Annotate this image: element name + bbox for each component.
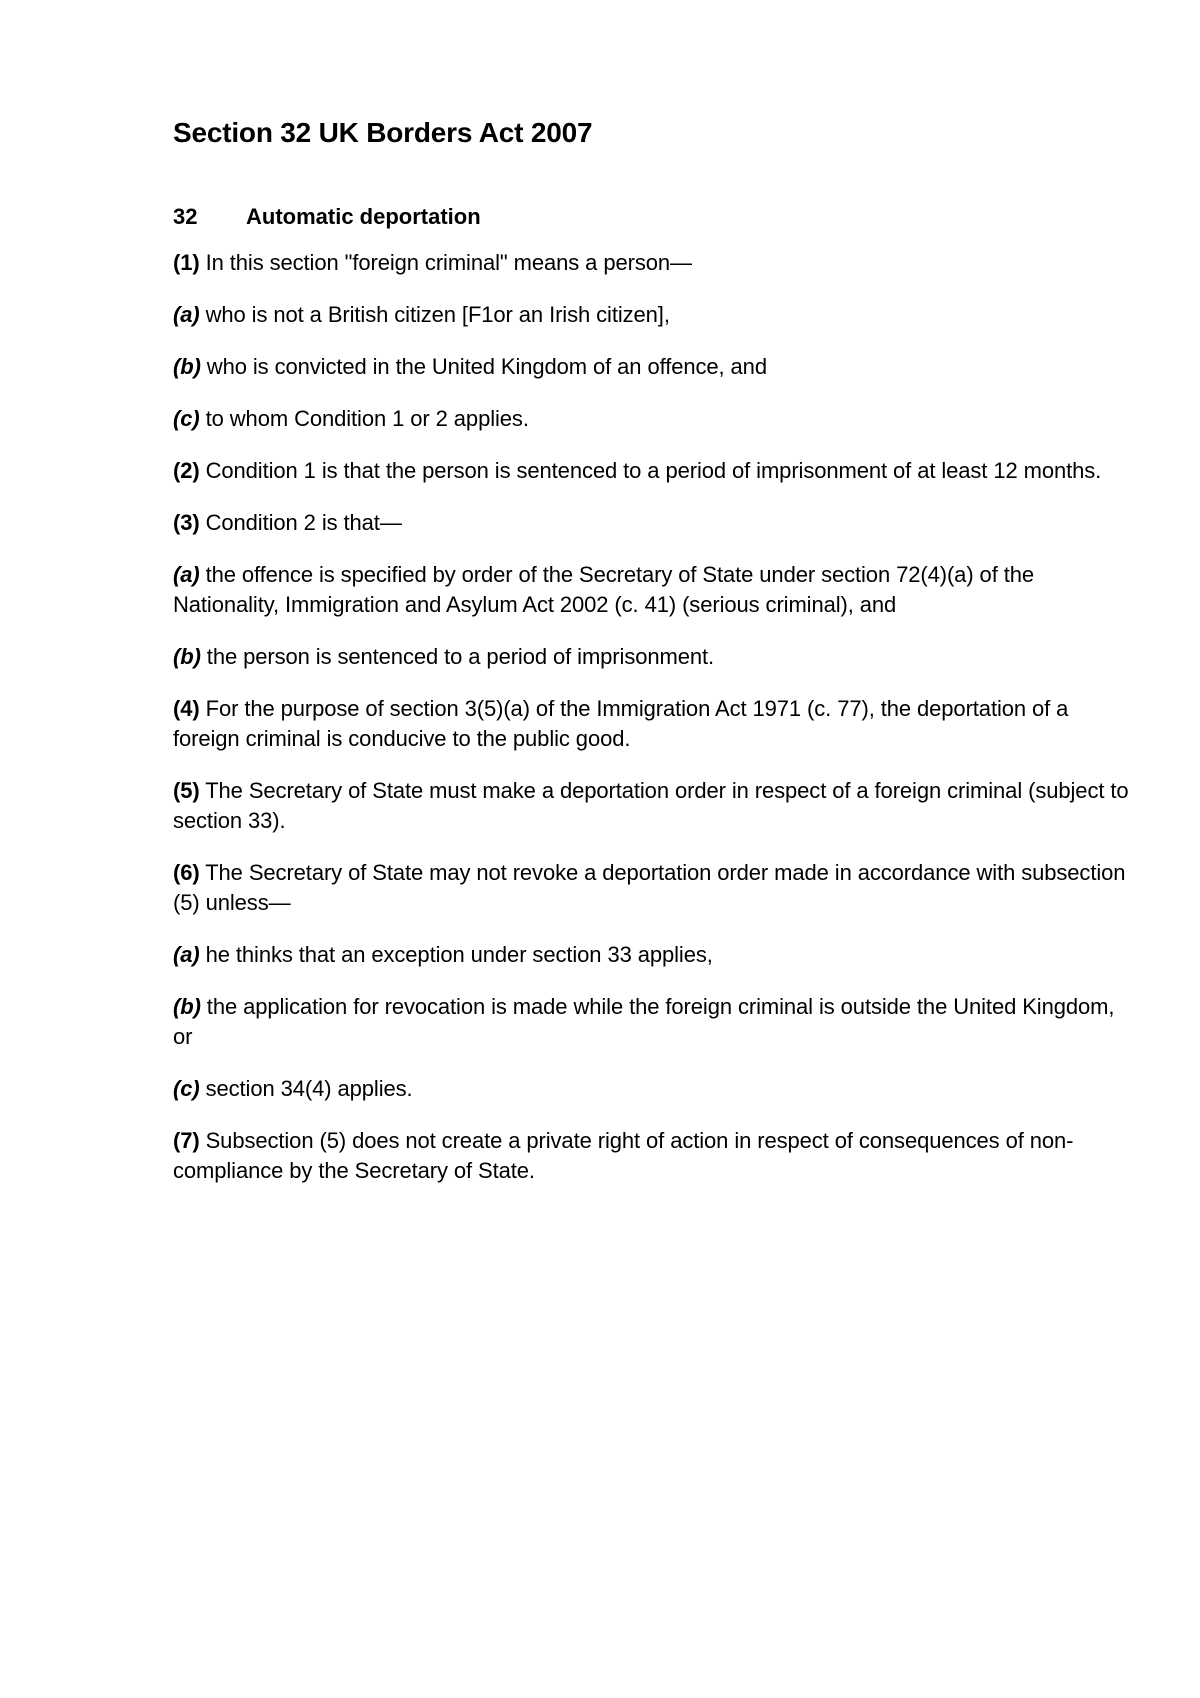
paragraph bbox=[173, 300, 1133, 330]
paragraph-text: The Secretary of State may not revoke a deportation order made in accordance with subsection (5) unless— bbox=[173, 860, 1126, 915]
paragraph bbox=[173, 992, 1133, 1052]
paragraph-label: (a) bbox=[173, 942, 200, 967]
paragraph bbox=[173, 456, 1133, 486]
paragraph-label: (c) bbox=[173, 406, 200, 431]
paragraph-label: (1) bbox=[173, 250, 200, 275]
paragraph-label: (3) bbox=[173, 510, 200, 535]
paragraph-text: who is convicted in the United Kingdom of an offence, and bbox=[200, 354, 767, 379]
paragraph-text: Condition 2 is that— bbox=[199, 510, 402, 535]
section-heading-text: Automatic deportation bbox=[246, 204, 481, 229]
paragraph bbox=[173, 858, 1133, 918]
paragraph bbox=[173, 560, 1133, 620]
paragraph bbox=[173, 248, 1133, 278]
paragraph-text: he thinks that an exception under section 33 applies, bbox=[199, 942, 713, 967]
paragraph-text: who is not a British citizen [F1or an Irish citizen], bbox=[199, 302, 670, 327]
paragraph-text: section 34(4) applies. bbox=[199, 1076, 413, 1101]
paragraph-label: (a) bbox=[173, 562, 200, 587]
section-heading bbox=[173, 202, 1133, 232]
paragraph bbox=[173, 352, 1133, 382]
paragraph-text: Condition 1 is that the person is sentenced to a period of imprisonment of at least 12 months. bbox=[199, 458, 1102, 483]
paragraph-text: In this section "foreign criminal" means a person— bbox=[199, 250, 692, 275]
paragraph-label: (7) bbox=[173, 1128, 200, 1153]
document-page bbox=[173, 112, 1133, 1208]
paragraph-label: (2) bbox=[173, 458, 200, 483]
paragraph-label: (a) bbox=[173, 302, 200, 327]
paragraph-text: the application for revocation is made while the foreign criminal is outside the United Kingdom, or bbox=[173, 994, 1115, 1049]
paragraph bbox=[173, 642, 1133, 672]
paragraph-label: (5) bbox=[173, 778, 200, 803]
paragraph bbox=[173, 508, 1133, 538]
paragraph-text: The Secretary of State must make a deportation order in respect of a foreign criminal (subject to section 33). bbox=[173, 778, 1129, 833]
paragraph-text: For the purpose of section 3(5)(a) of the Immigration Act 1971 (c. 77), the deportation of a foreign criminal is conducive to the public good. bbox=[173, 696, 1069, 751]
section-number: 32 bbox=[173, 204, 198, 229]
paragraph-label: (b) bbox=[173, 644, 201, 669]
paragraph-label: (4) bbox=[173, 696, 200, 721]
paragraph-text: to whom Condition 1 or 2 applies. bbox=[199, 406, 529, 431]
paragraph-text: Subsection (5) does not create a private right of action in respect of consequences of non-compliance by the Secretary of State. bbox=[173, 1128, 1074, 1183]
paragraph bbox=[173, 404, 1133, 434]
document-title: Section 32 UK Borders Act 2007 bbox=[173, 117, 593, 148]
paragraph-list bbox=[173, 248, 1133, 1186]
paragraph-text: the person is sentenced to a period of imprisonment. bbox=[200, 644, 715, 669]
paragraph-label: (c) bbox=[173, 1076, 200, 1101]
paragraph-label: (6) bbox=[173, 860, 200, 885]
paragraph bbox=[173, 940, 1133, 970]
paragraph-text: the offence is specified by order of the Secretary of State under section 72(4)(a) of the Nationality, Immigration and Asylum Act 2002 (c. 41) (serious criminal), and bbox=[173, 562, 1034, 617]
paragraph bbox=[173, 694, 1133, 754]
paragraph bbox=[173, 1074, 1133, 1104]
paragraph bbox=[173, 1126, 1133, 1186]
paragraph bbox=[173, 776, 1133, 836]
paragraph-label: (b) bbox=[173, 994, 201, 1019]
paragraph-label: (b) bbox=[173, 354, 201, 379]
